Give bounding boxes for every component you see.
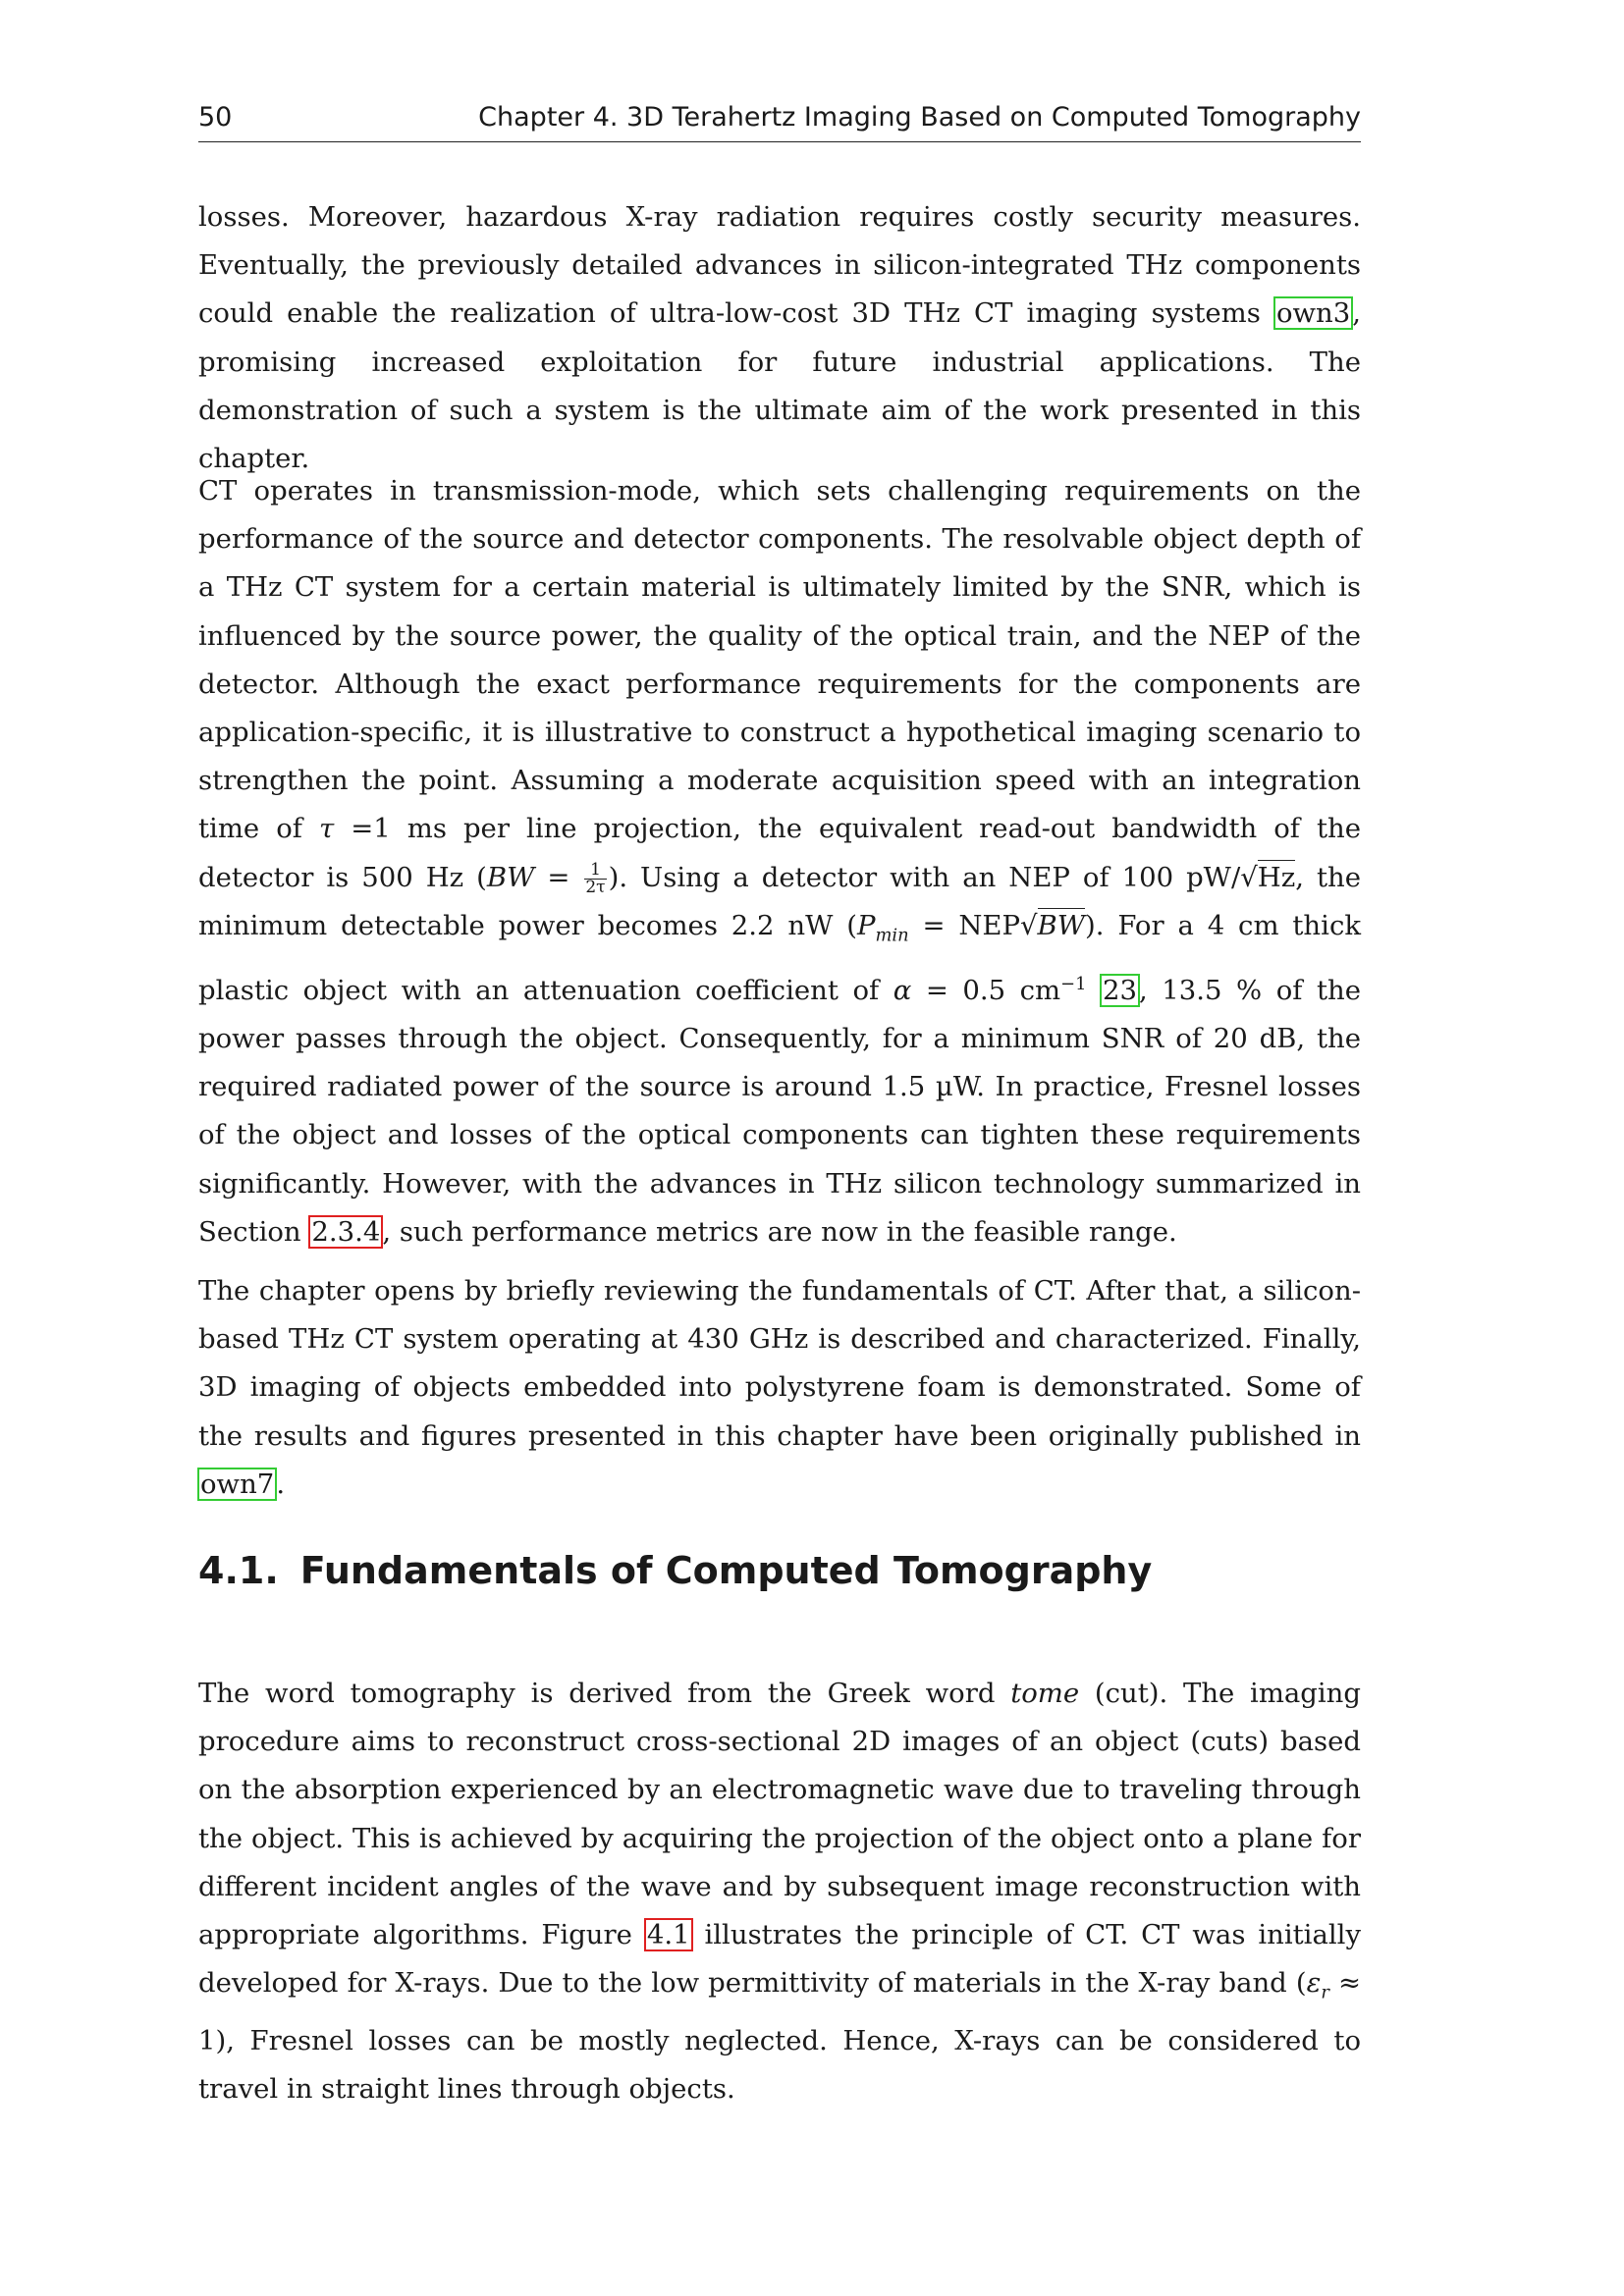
paragraph-overview — [198, 1267, 1361, 1509]
text-run: CT operates in transmission-mode, which sets challenging requirements on the performance of the source and detector components. The resolvable object depth of a THz CT system for a certain material is ultimately limited by the SNR, which is influenced by the source power, the quality of the optical train, and the NEP of the detector. Although the exact performance requirements for the components are application-specific, it is illustrative to construct a hypothetical imaging scenario to strengthen the point. Assuming a moderate acquisition speed with an integration time of — [198, 475, 1361, 845]
text-run: = 0.5 cm — [911, 974, 1061, 1006]
text-run: . — [276, 1468, 286, 1500]
math-superscript: −1 — [1060, 973, 1087, 994]
math-sqrt-hz: √Hz — [1240, 861, 1296, 893]
math-bw: BW — [486, 861, 535, 893]
text-run: , such performance metrics are now in the feasible range. — [382, 1215, 1177, 1248]
text-run: illustrates the principle of CT. CT was initially developed for X-rays. Due to the low permittivity of materials in the X-ray band ( — [198, 1919, 1361, 2000]
text-run: ). Using a detector with an NEP of 100 pW/ — [608, 861, 1241, 893]
running-header — [198, 98, 1361, 142]
text-run: , the minimum detectable power becomes 2.2 nW ( — [198, 861, 1361, 941]
citation-link-23[interactable]: 23 — [1103, 974, 1137, 1006]
section-link-2-3-4[interactable]: 2.3.4 — [311, 1215, 381, 1248]
page-number: 50 — [198, 102, 233, 133]
figure-link-4-1[interactable]: 4.1 — [646, 1919, 690, 1951]
math-p: P — [856, 909, 876, 941]
math-subscript-min: min — [875, 925, 909, 946]
fraction-numerator: 1 — [584, 862, 606, 880]
text-run: ≈ 1), Fresnel losses can be mostly neglected. Hence, X-rays can be considered to travel in straight lines through objects. — [198, 1967, 1361, 2106]
paragraph-intro — [198, 193, 1361, 483]
text-run: The word tomography is derived from the Greek word — [198, 1678, 1011, 1709]
text-run: =1 ms per line projection, the equivalent read-out bandwidth of the detector is 500 Hz ( — [198, 813, 1361, 893]
section-heading — [198, 1549, 1152, 1592]
section-title: Fundamentals of Computed Tomography — [299, 1549, 1153, 1592]
text-run: = — [534, 861, 583, 893]
text-run: losses. Moreover, hazardous X-ray radiation requires costly security measures. Eventually, the previously detailed advances in silicon-integrated THz components could enable the realization of ultra-low-cost 3D THz CT imaging systems — [198, 201, 1361, 330]
text-run: , 13.5 % of the power passes through the object. Consequently, for a minimum SNR of 20 dB, the required radiated power of the source is around 1.5 µW. In practice, Fresnel losses of the object and losses of the optical components can tighten these requirements significantly. However, with the advances in THz silicon technology summarized in Section — [198, 974, 1361, 1248]
text-run: The chapter opens by briefly reviewing the fundamentals of CT. After that, a silicon-based THz CT system operating at 430 GHz is described and characterized. Finally, 3D imaging of objects embedded into polystyrene foam is demonstrated. Some of the results and figures presented in this chapter have been originally published in — [198, 1275, 1361, 1452]
math-alpha: α — [893, 974, 912, 1006]
paragraph-tomography — [198, 1670, 1361, 2113]
text-run: ). For a 4 cm thick plastic object with an attenuation coefficient of — [198, 909, 1362, 1006]
italic-word: tome — [1010, 1678, 1080, 1709]
sqrt-radicand: Hz — [1257, 861, 1296, 893]
text-run: = NEP — [908, 909, 1020, 941]
sqrt-radicand: BW — [1037, 909, 1086, 941]
section-number: 4.1. — [198, 1549, 279, 1592]
text-run — [1086, 975, 1101, 1006]
citation-link-own3[interactable]: own3 — [1275, 297, 1351, 330]
paragraph-requirements — [198, 467, 1361, 1256]
math-fraction — [584, 859, 606, 897]
chapter-title: Chapter 4. 3D Terahertz Imaging Based on Computed Tomography — [478, 102, 1361, 133]
math-epsilon: ε — [1306, 1967, 1322, 2000]
text-run: (cut). The imaging procedure aims to reconstruct cross-sectional 2D images of an object (cuts) based on the absorption experienced by an electromagnetic wave due to traveling through the object. This is achieved by acquiring the projection of the object onto a plane for different incident angles of the wave and by subsequent image reconstruction with appropriate algorithms. Figure — [198, 1678, 1362, 1951]
math-subscript-r: r — [1321, 1982, 1329, 2003]
fraction-denominator: 2τ — [585, 877, 606, 897]
citation-link-own7[interactable]: own7 — [200, 1468, 275, 1500]
math-tau: τ — [318, 813, 335, 845]
text-run: , promising increased exploitation for future industrial applications. The demonstration of such a system is the ultimate aim of the work presented in this chapter. — [198, 297, 1361, 475]
math-sqrt-bw: √BW — [1020, 909, 1086, 941]
